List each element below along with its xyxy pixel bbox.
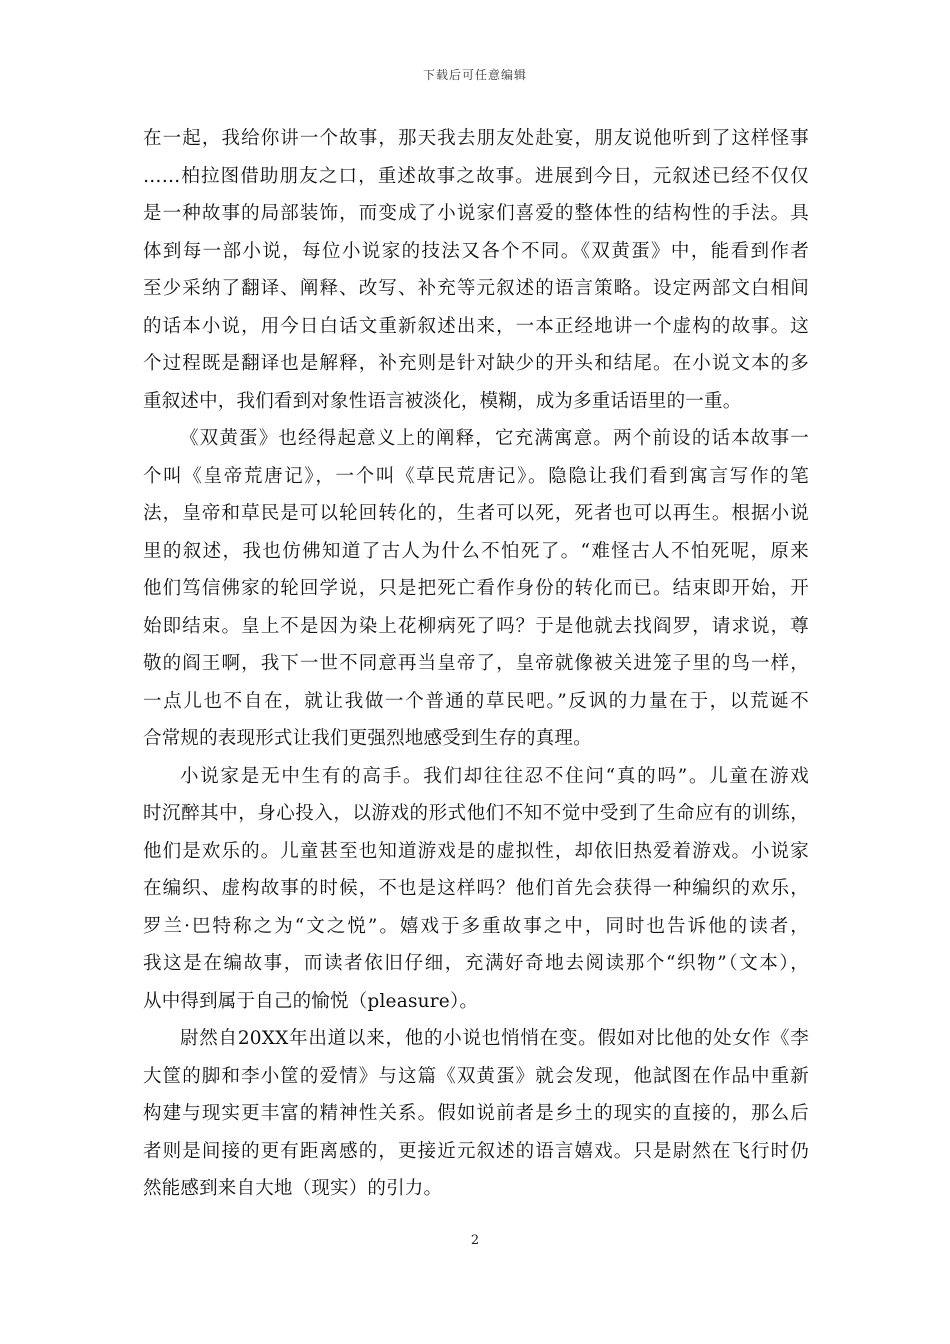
text-line: 合常规的表现形式让我们更强烈地感受到生存的真理。 (143, 728, 592, 749)
text-line: 尉然自20XX年出道以来，他的小说也悄悄在变。假如对比他的处女作《李 (180, 1028, 809, 1049)
text-line: 体到每一部小说，每位小说家的技法又各个不同。《双黄蛋》中，能看到作者 (143, 240, 809, 262)
text-line: 法，皇帝和草民是可以轮回转化的，生者可以死，死者也可以再生。根据小说 (143, 503, 809, 524)
text-line: 《双黄蛋》也经得起意义上的阐释，它充满寓意。两个前设的话本故事一 (180, 428, 809, 449)
text-line: 在编织、虚构故事的时候，不也是这样吗？他们首先会获得一种编织的欢乐， (143, 878, 809, 899)
text-line: 敬的阎王啊，我下一世不同意再当皇帝了，皇帝就像被关进笼子里的鸟一样， (143, 653, 809, 674)
document-body (143, 120, 809, 1208)
text-line: 是一种故事的局部装饰，而变成了小说家们喜爱的整体性的结构性的手法。具 (143, 203, 809, 224)
text-line: 个过程既是翻译也是解释，补充则是针对缺少的开头和结尾。在小说文本的多 (143, 353, 809, 374)
text-line: 我这是在编故事，而读者依旧仔细，充满好奇地去阅读那个“织物”（文本）， (143, 953, 809, 974)
text-line: 然能感到来自大地（现实）的引力。 (143, 1178, 443, 1199)
text-line: 至少采纳了翻译、阐释、改写、补充等元叙述的语言策略。设定两部文白相间 (143, 278, 809, 299)
page-number: 2 (470, 1233, 480, 1248)
text-line: 始即结束。皇上不是因为染上花柳病死了吗？于是他就去找阎罗，请求说，尊 (143, 615, 809, 637)
text-line: 他们笃信佛家的轮回学说，只是把死亡看作身份的转化而已。结束即开始，开 (143, 578, 809, 599)
text-line: 在一起，我给你讲一个故事，那天我去朋友处赴宴，朋友说他听到了这样怪事 (143, 128, 809, 149)
text-line: 个叫《皇帝荒唐记》，一个叫《草民荒唐记》。隐隐让我们看到寓言写作的笔 (143, 465, 809, 487)
text-line: 从中得到属于自己的愉悦（pleasure）。 (143, 990, 479, 1012)
text-line: 他们是欢乐的。儿童甚至也知道游戏是的虚拟性，却依旧热爱着游戏。小说家 (143, 840, 809, 862)
text-line: 重叙述中，我们看到对象性语言被淡化，模糊，成为多重话语里的一重。 (143, 390, 742, 412)
text-line: 者则是间接的更有距离感的，更接近元叙述的语言嬉戏。只是尉然在飞行时仍 (143, 1140, 809, 1162)
text-line: 时沉醉其中，身心投入，以游戏的形式他们不知不觉中受到了生命应有的训练， (143, 803, 809, 824)
text-line: 小说家是无中生有的高手。我们却往往忍不住问“真的吗”。儿童在游戏 (180, 765, 809, 787)
text-line: 里的叙述，我也仿佛知道了古人为什么不怕死了。“难怪古人不怕死呢，原来 (143, 540, 809, 562)
text-line: 一点儿也不自在，就让我做一个普通的草民吧。”反讽的力量在于，以荒诞不 (143, 690, 809, 712)
paragraph (143, 120, 809, 420)
text-line: 构建与现实更丰富的精神性关系。假如说前者是乡土的现实的直接的，那么后 (143, 1103, 809, 1124)
paragraph (143, 758, 809, 1021)
paragraph (143, 1020, 809, 1208)
paragraph (143, 420, 809, 758)
text-line: ……柏拉图借助朋友之口，重述故事之故事。进展到今日，元叙述已经不仅仅 (143, 165, 809, 187)
page-header: 下载后可任意编辑 (422, 68, 527, 82)
text-line: 大筐的脚和李小筐的爱情》与这篇《双黄蛋》就会发现，他試图在作品中重新 (143, 1065, 809, 1087)
text-line: 罗兰·巴特称之为“文之悦”。嬉戏于多重故事之中，同时也告诉他的读者， (143, 915, 809, 937)
text-line: 的话本小说，用今日白话文重新叙述出来，一本正经地讲一个虚构的故事。这 (143, 315, 809, 337)
